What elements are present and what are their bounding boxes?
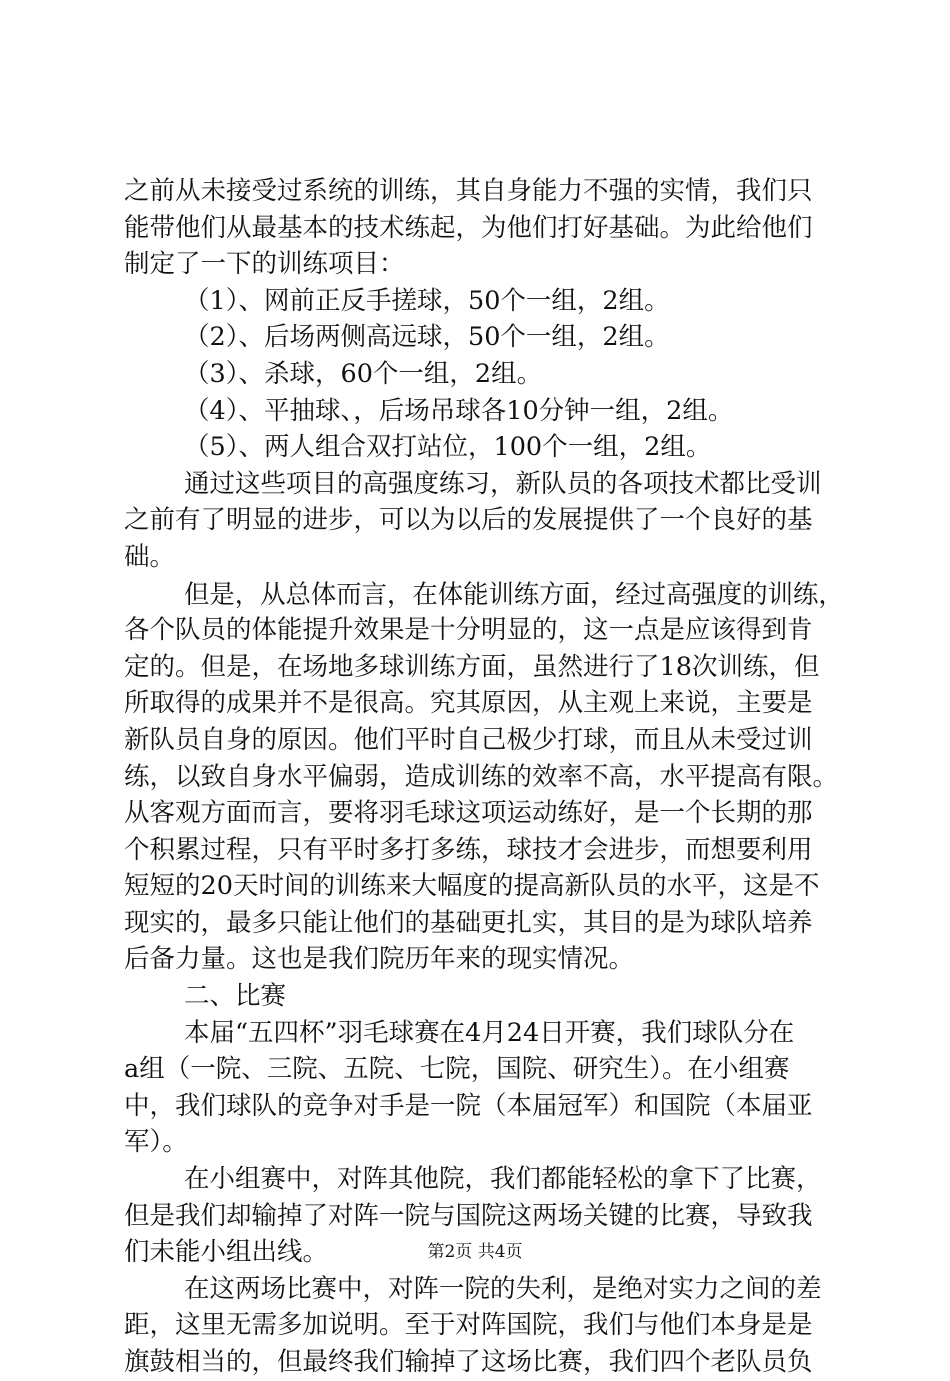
text-line: 在小组赛中，对阵其他院，我们都能轻松的拿下了比赛，: [184, 1164, 822, 1195]
text-line: 军）。: [124, 1127, 188, 1158]
text-line: 各个队员的体能提升效果是十分明显的，这一点是应该得到肯: [124, 615, 813, 646]
text-line: 制定了一下的训练项目：: [124, 249, 405, 280]
text-line: a组（一院、三院、五院、七院，国院、研究生）。在小组赛: [124, 1054, 790, 1085]
text-line: 旗鼓相当的，但最终我们输掉了这场比赛，我们四个老队员负: [124, 1347, 813, 1377]
text-line: 定的。但是，在场地多球训练方面，虽然进行了18次训练，但: [124, 651, 820, 682]
text-line: （4）、平抽球、，后场吊球各10分钟一组，2组。: [184, 395, 734, 426]
text-line: 个积累过程，只有平时多打多练，球技才会进步，而想要利用: [124, 834, 813, 865]
text-line: 之前从未接受过系统的训练，其自身能力不强的实情，我们只: [124, 176, 813, 206]
page-footer: 第2页 共4页: [427, 1242, 523, 1262]
text-line: 现实的，最多只能让他们的基础更扎实，其目的是为球队培养: [124, 907, 813, 938]
text-line: 础。: [124, 541, 176, 572]
text-line: 能带他们从最基本的技术练起，为他们打好基础。为此给他们: [124, 212, 813, 243]
text-line: （1）、网前正反手搓球，50个一组，2组。: [184, 285, 670, 316]
text-line: 在这两场比赛中，对阵一院的失利，是绝对实力之间的差: [184, 1273, 822, 1304]
text-line: 从客观方面而言，要将羽毛球这项运动练好，是一个长期的那: [124, 798, 813, 829]
text-line: 练，以致自身水平偏弱，造成训练的效率不高，水平提高有限。: [124, 761, 839, 792]
text-line: 通过这些项目的高强度练习，新队员的各项技术都比受训: [184, 468, 822, 499]
text-line: 短短的20天时间的训练来大幅度的提高新队员的水平，这是不: [124, 871, 820, 902]
text-line: （3）、杀球，60个一组，2组。: [184, 358, 543, 389]
text-line: 本届“五四杯”羽毛球赛在4月24日开赛，我们球队分在: [184, 1017, 795, 1048]
text-line: 新队员自身的原因。他们平时自己极少打球，而且从未受过训: [124, 724, 813, 755]
document-body: [124, 173, 844, 1381]
text-line: 但是，从总体而言，在体能训练方面，经过高强度的训练，: [184, 578, 844, 609]
text-line: 中，我们球队的竞争对手是一院（本届冠军）和国院（本届亚: [124, 1090, 813, 1121]
text-line: 之前有了明显的进步，可以为以后的发展提供了一个良好的基: [124, 505, 813, 536]
text-line: 二、比赛: [184, 981, 287, 1012]
text-line: 但是我们却输掉了对阵一院与国院这两场关键的比赛，导致我: [124, 1200, 813, 1231]
text-line: 们未能小组出线。: [124, 1237, 329, 1268]
text-line: 距，这里无需多加说明。至于对阵国院，我们与他们本身是是: [124, 1310, 813, 1341]
text-line: （5）、两人组合双打站位，100个一组，2组。: [184, 432, 712, 463]
text-line: （2）、后场两侧高远球，50个一组，2组。: [184, 322, 670, 353]
text-line: 后备力量。这也是我们院历年来的现实情况。: [124, 944, 635, 975]
text-line: 所取得的成果并不是很高。究其原因，从主观上来说，主要是: [124, 688, 813, 719]
